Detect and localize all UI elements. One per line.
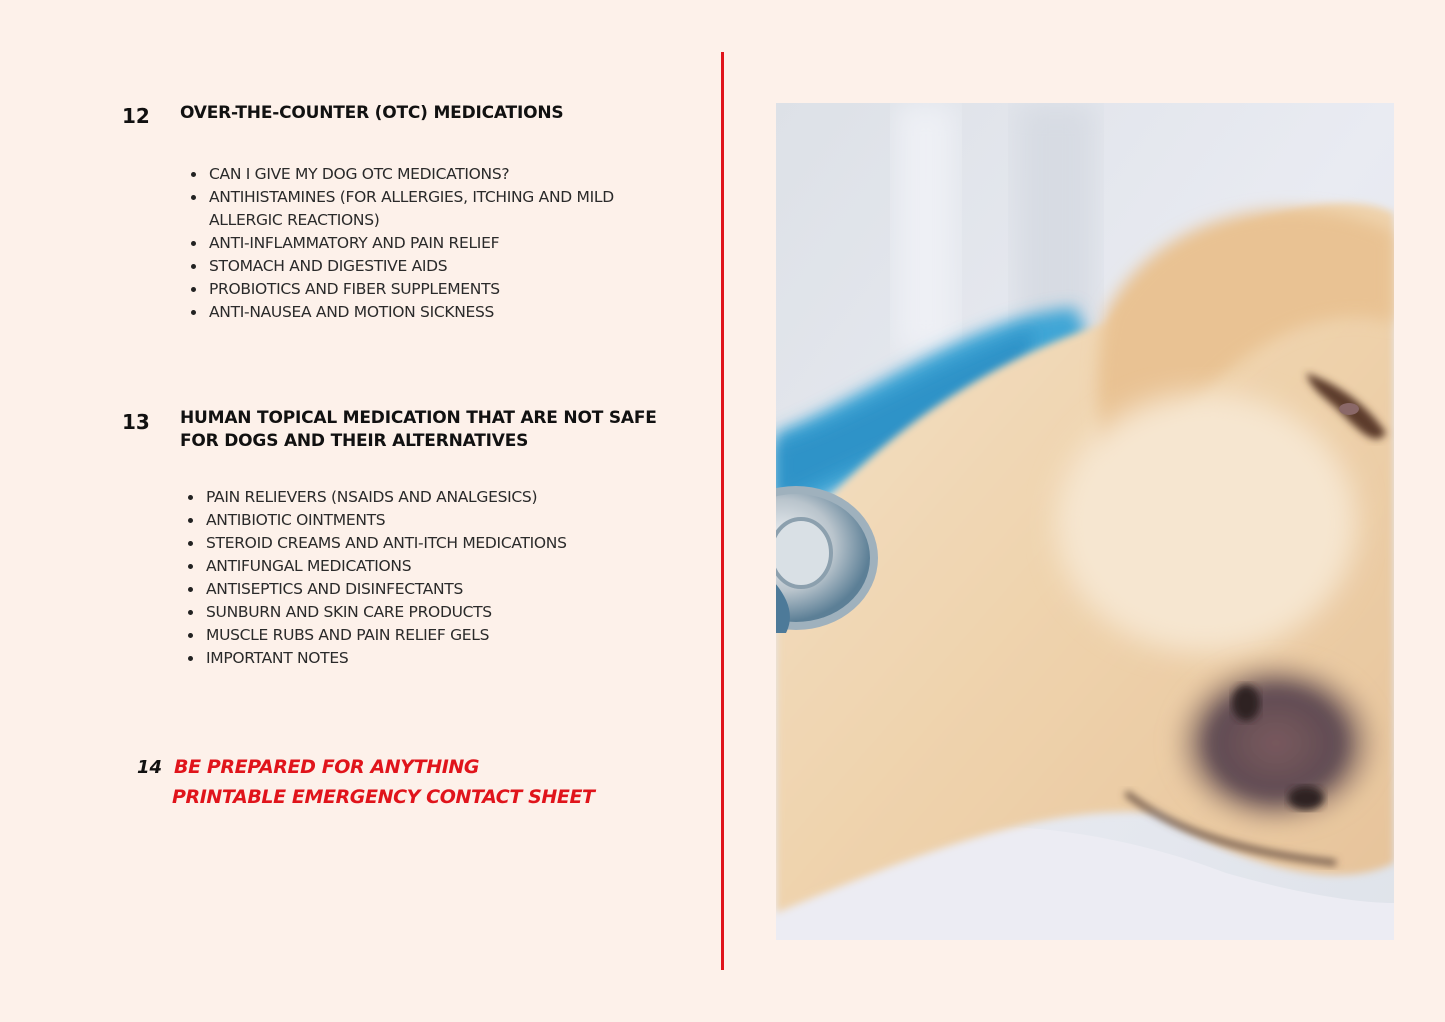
list-item: IMPORTANT NOTES [182,647,682,670]
list-item: ANTIBIOTIC OINTMENTS [182,509,682,532]
dog-stethoscope-photo [776,103,1394,940]
list-item: PAIN RELIEVERS (NSAIDS AND ANALGESICS) [182,486,682,509]
title-line: BE PREPARED FOR ANYTHING [174,756,480,778]
section-number: 13 [122,410,150,434]
list-item: SUNBURN AND SKIN CARE PRODUCTS [182,601,682,624]
list-item: STOMACH AND DIGESTIVE AIDS [185,255,665,278]
section-12-list [185,163,665,324]
list-item: ANTIFUNGAL MEDICATIONS [182,555,682,578]
section-title-line: HUMAN TOPICAL MEDICATION THAT ARE NOT SAFE [180,408,657,428]
title-line: PRINTABLE EMERGENCY CONTACT SHEET [172,786,595,808]
list-item: MUSCLE RUBS AND PAIN RELIEF GELS [182,624,682,647]
section-title [180,407,657,453]
dog-illustration [776,103,1394,940]
list-item: ANTISEPTICS AND DISINFECTANTS [182,578,682,601]
section-number: 14 [137,757,163,778]
emergency-link-title[interactable] [174,752,595,812]
list-item: ANTI-INFLAMMATORY AND PAIN RELIEF [185,232,665,255]
section-title-line: FOR DOGS AND THEIR ALTERNATIVES [180,431,529,451]
vertical-divider [721,52,724,970]
list-item: CAN I GIVE MY DOG OTC MEDICATIONS? [185,163,665,186]
list-item: ANTIHISTAMINES (FOR ALLERGIES, ITCHING AND MILD ALLERGIC REACTIONS) [185,186,665,232]
section-title: OVER-THE-COUNTER (OTC) MEDICATIONS [180,103,564,123]
list-item: ANTI-NAUSEA AND MOTION SICKNESS [185,301,665,324]
section-13-list [182,486,682,670]
list-item: STEROID CREAMS AND ANTI-ITCH MEDICATIONS [182,532,682,555]
section-number: 12 [122,104,150,128]
list-item: PROBIOTICS AND FIBER SUPPLEMENTS [185,278,665,301]
